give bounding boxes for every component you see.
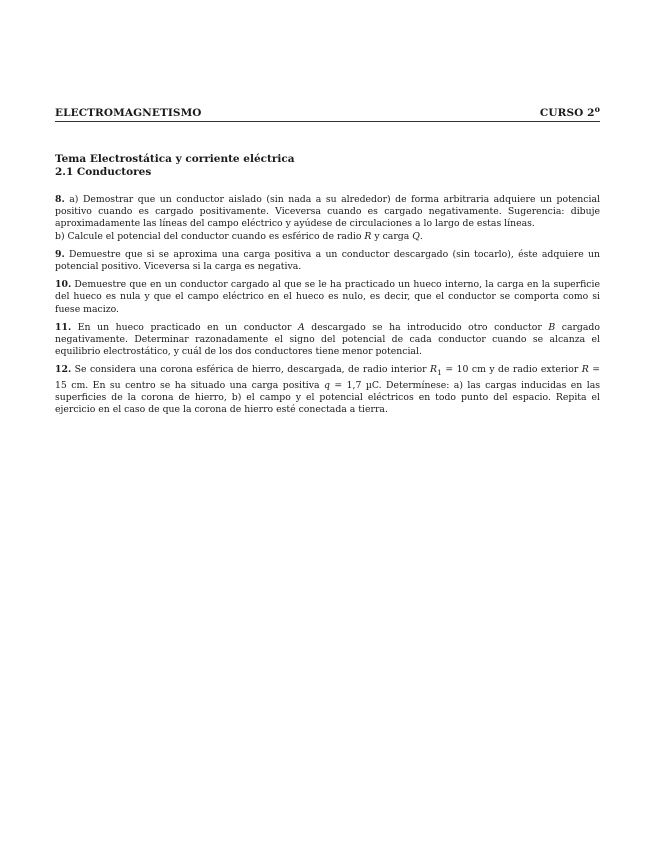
topic-title: Tema Electrostática y corriente eléctrica: [55, 153, 295, 165]
math-var: B: [548, 321, 556, 333]
problem-8-part-a: [55, 194, 600, 231]
course-label: [540, 104, 600, 119]
math-var: R: [429, 364, 437, 376]
math-var: q: [323, 379, 330, 391]
course-text: CURSO 2: [539, 107, 595, 119]
problem-10: [55, 279, 600, 316]
section-title: 2.1 Conductores: [55, 166, 152, 178]
topic-block: [55, 153, 600, 179]
problem-text: Se considera una corona esférica de hierro, descargada, de radio interior: [74, 364, 430, 376]
math-subscript: 1: [436, 368, 442, 378]
problem-number: 10.: [55, 279, 72, 291]
problem-8: [55, 194, 600, 243]
course-ordinal: o: [594, 104, 600, 114]
problem-text: Demuestre que en un conductor cargado al que se le ha practicado un hueco interno, la carga en la superficie del hueco es nula y que el campo eléctrico en el hueco es nulo, es decir, que el conductor se comporta como si fuese macizo.: [55, 279, 600, 315]
problem-text: = 10 cm y de radio exterior: [441, 364, 582, 376]
problem-8-part-b: [55, 231, 600, 243]
problem-list: [55, 194, 600, 422]
problem-11: [55, 322, 600, 359]
problem-12: [55, 364, 600, 416]
problem-number: 11.: [55, 321, 72, 333]
problem-text: cargado negativamente. Determinar razonadamente el signo del potencial de cada conductor cuando se alcanza el equilibrio electrostático, y cuál de los dos conductores tiene menor potencial.: [55, 321, 600, 358]
problem-9: [55, 249, 600, 273]
problem-text: descargado se ha introducido otro conductor: [304, 321, 549, 333]
problem-text: = 1,7 µC. Determínese: a) las cargas inducidas en las superficies de la corona de hierro, b) el campo y el potencial eléctricos en todo punto del espacio. Repita el ejercicio en el caso de que la corona de hierro esté conectada a tierra.: [55, 379, 601, 415]
problem-text: = 15 cm. En su centro se ha situado una carga positiva: [55, 364, 600, 391]
math-var: R: [364, 230, 372, 242]
problem-text: b) Calcule el potencial del conductor cuando es esférico de radio: [55, 230, 365, 242]
problem-text: En un hueco practicado en un conductor: [77, 321, 298, 333]
problem-number: 9.: [55, 248, 65, 260]
problem-text: a) Demostrar que un conductor aislado (sin nada a su alrededor) de forma arbitraria adquiere un potencial positivo cuando es cargado positivamente. Viceversa cuando es cargado negativamente. Sugerencia: dibuje aproximadamente las líneas del campo eléctrico y ayúdese de circulaciones a lo largo de estas líneas.: [55, 194, 600, 230]
problem-11-text: [55, 322, 600, 359]
page-header: [55, 104, 600, 119]
math-var: Q: [412, 230, 420, 242]
problem-number: 8.: [55, 194, 65, 205]
problem-text: .: [419, 230, 423, 242]
problem-number: 12.: [55, 364, 72, 376]
math-var: R: [581, 364, 589, 376]
subject-title: ELECTROMAGNETISMO: [55, 107, 202, 119]
problem-12-text: [55, 364, 600, 416]
header-rule: [55, 121, 600, 122]
problem-text: y carga: [371, 230, 413, 242]
math-var: A: [297, 321, 305, 333]
problem-9-text: [55, 249, 600, 273]
problem-10-text: [55, 279, 600, 316]
problem-text: Demuestre que si se aproxima una carga positiva a un conductor descargado (sin tocarlo), éste adquiere un potencial positivo. Viceversa si la carga es negativa.: [55, 248, 600, 273]
